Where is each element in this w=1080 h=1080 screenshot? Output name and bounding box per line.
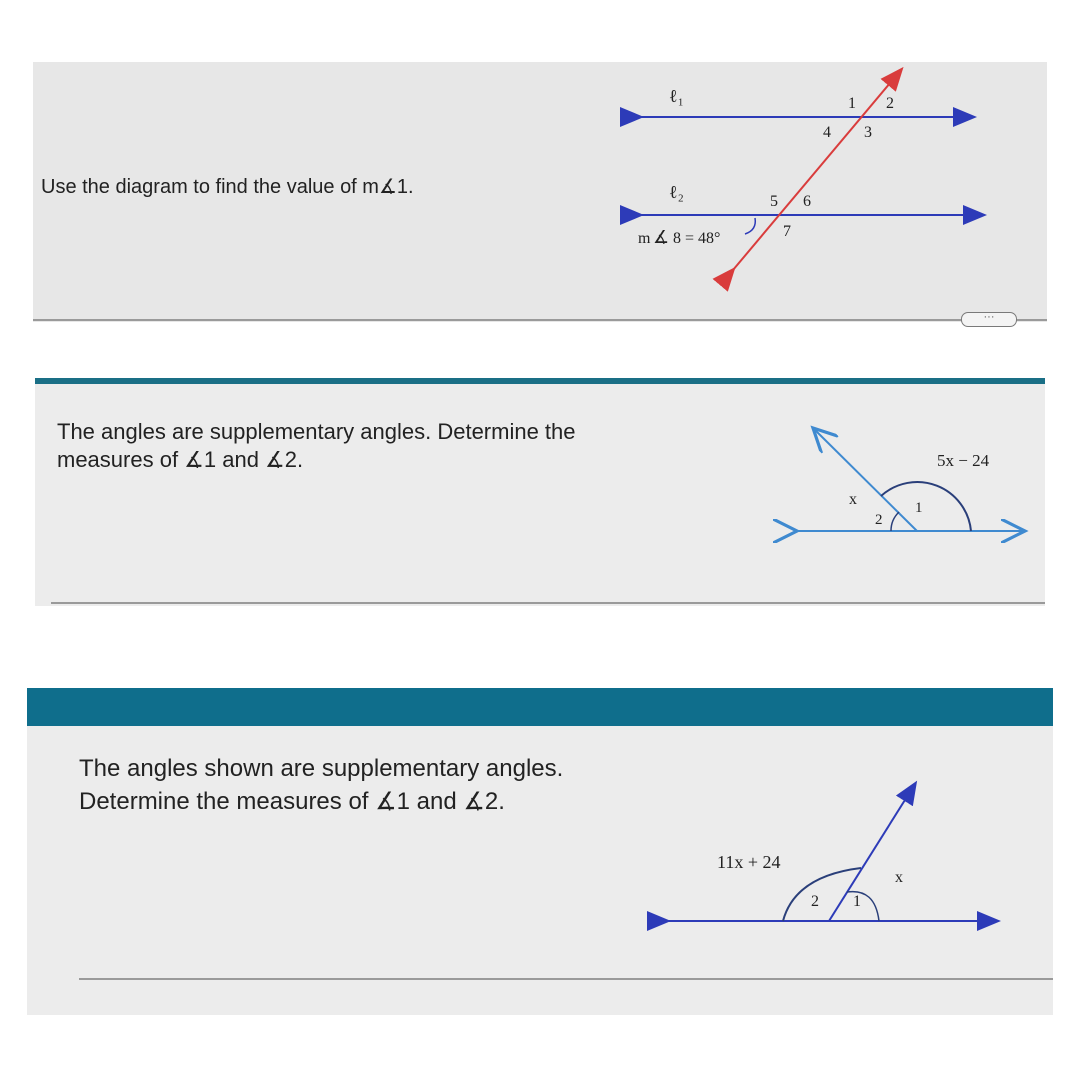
- answer-underline: [51, 602, 1045, 604]
- line-l1-label: ℓ₁: [669, 86, 684, 106]
- expr-angle-1: 5x − 24: [937, 451, 990, 470]
- angle-2-label: 2: [875, 512, 883, 528]
- angle-2-label: 2: [811, 893, 819, 910]
- transversal: [733, 70, 901, 270]
- expr-angle-2: 11x + 24: [717, 852, 781, 872]
- angle-symbol-icon: ∡: [653, 227, 670, 247]
- question-1-panel: [33, 62, 1047, 322]
- given-angle-m: m: [638, 230, 651, 247]
- angle-2-arc: [783, 868, 861, 921]
- answer-underline: [79, 978, 1053, 980]
- expr-angle-1: x: [895, 869, 903, 886]
- angle-4-label: 4: [823, 124, 831, 141]
- question-2-text: The angles are supplementary angles. Determine the measures of ∡1 and ∡2.: [57, 419, 576, 472]
- question-3-text: The angles shown are supplementary angles. Determine the measures of ∡1 and ∡2.: [79, 755, 564, 815]
- angle-1-arc: [847, 892, 879, 921]
- angle-2-arc: [891, 512, 899, 531]
- expr-angle-2: x: [849, 491, 857, 508]
- angle-8-arc: [745, 218, 755, 234]
- parallel-lines-diagram: [33, 62, 1047, 322]
- angle-3-label: 3: [864, 124, 872, 141]
- line-l2-label: ℓ₂: [669, 182, 684, 202]
- answer-underline: [33, 319, 1047, 321]
- question-1-text: Use the diagram to find the value of m∡1.: [41, 176, 414, 198]
- angle-1-label: 1: [915, 500, 923, 516]
- question-2-panel: [35, 378, 1045, 606]
- angle-7-label: 7: [783, 223, 791, 240]
- supplementary-angles-diagram-2: [27, 688, 1053, 1015]
- angle-2-label: 2: [886, 95, 894, 112]
- angle-1-label: 1: [853, 893, 861, 910]
- angle-6-label: 6: [803, 193, 811, 210]
- supplementary-angles-diagram-1: [35, 384, 1045, 606]
- question-3-panel: [27, 688, 1053, 1015]
- more-options-button[interactable]: ···: [961, 312, 1017, 327]
- ray: [813, 428, 917, 531]
- given-angle-value: 8 = 48°: [673, 230, 721, 247]
- angle-1-label: 1: [848, 95, 856, 112]
- angle-5-label: 5: [770, 193, 778, 210]
- angle-1-arc: [881, 482, 971, 531]
